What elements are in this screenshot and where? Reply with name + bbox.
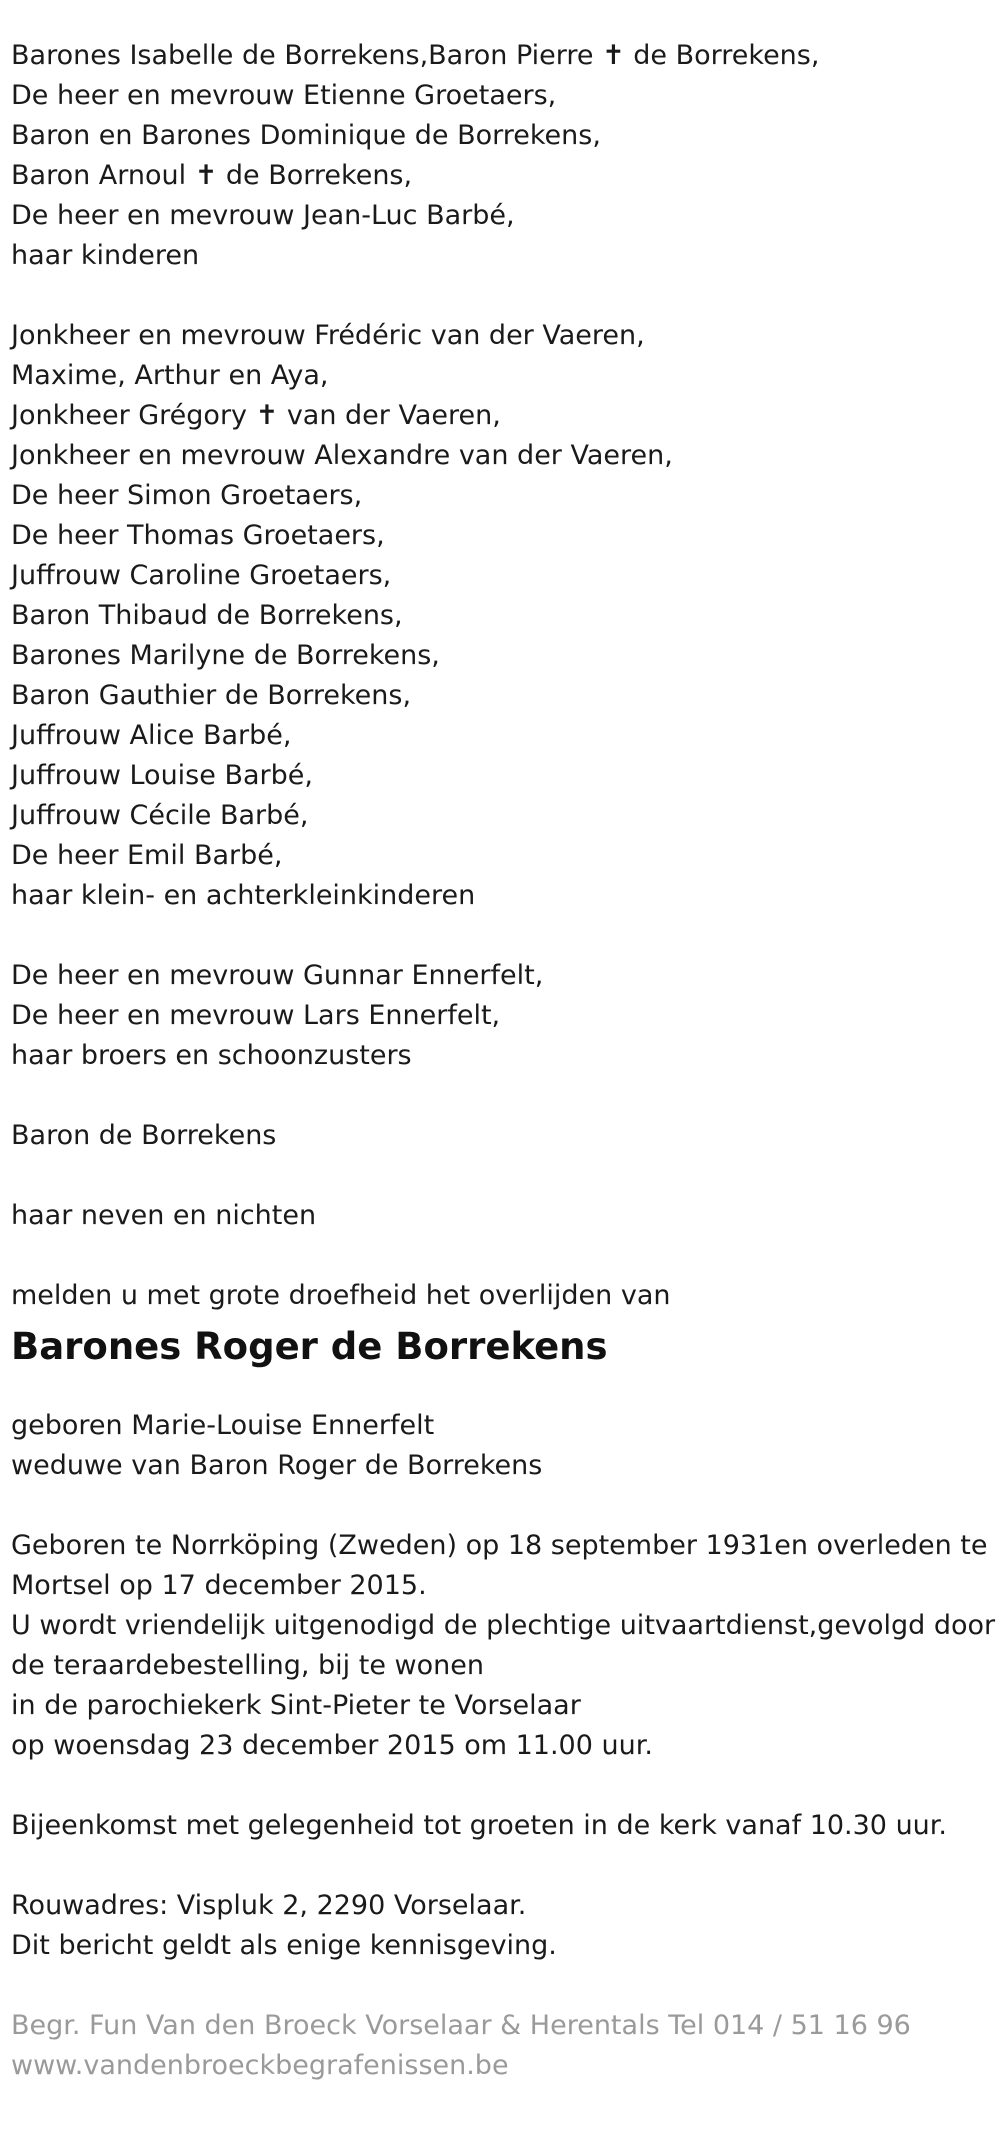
details-block <box>11 1526 1000 1766</box>
grandchildren-line: Barones Marilyne de Borrekens, <box>11 640 440 671</box>
grandchildren-line: Maxime, Arthur en Aya, <box>11 360 329 391</box>
gathering-block <box>11 1806 1000 1846</box>
other-family-line: Baron de Borrekens <box>11 1120 277 1151</box>
grandchildren-line: De heer Simon Groetaers, <box>11 480 363 511</box>
mourning-address: Rouwadres: Vispluk 2, 2290 Vorselaar. <box>11 1890 527 1921</box>
funeral-home-website: www.vandenbroeckbegrafenissen.be <box>11 2050 509 2081</box>
siblings-line: De heer en mevrouw Lars Ennerfelt, <box>11 1000 501 1031</box>
address-block <box>11 1886 1000 1966</box>
funeral-home-contact: Begr. Fun Van den Broeck Vorselaar & Herentals Tel 014 / 51 16 96 <box>11 2010 911 2041</box>
details-line: Geboren te Norrköping (Zweden) op 18 september 1931en overleden te <box>11 1530 988 1561</box>
grandchildren-line: Juffrouw Caroline Groetaers, <box>11 560 392 591</box>
grandchildren-line: De heer Emil Barbé, <box>11 840 283 871</box>
grandchildren-line: Juffrouw Cécile Barbé, <box>11 800 309 831</box>
children-line: Baron Arnoul ✝ de Borrekens, <box>11 160 413 191</box>
grandchildren-line: Juffrouw Alice Barbé, <box>11 720 292 751</box>
gathering-line: Bijeenkomst met gelegenheid tot groeten in de kerk vanaf 10.30 uur. <box>11 1810 947 1841</box>
grandchildren-relation: haar klein- en achterkleinkinderen <box>11 880 476 911</box>
cousins-block <box>11 1196 1000 1236</box>
grandchildren-block <box>11 316 1000 916</box>
deceased-name: Barones Roger de Borrekens <box>11 1325 608 1368</box>
siblings-block <box>11 956 1000 1076</box>
children-line: De heer en mevrouw Jean-Luc Barbé, <box>11 200 515 231</box>
grandchildren-line: Baron Gauthier de Borrekens, <box>11 680 412 711</box>
born-as: geboren Marie-Louise Ennerfelt <box>11 1410 435 1441</box>
siblings-line: De heer en mevrouw Gunnar Ennerfelt, <box>11 960 544 991</box>
children-line: Baron en Barones Dominique de Borrekens, <box>11 120 601 151</box>
children-line: De heer en mevrouw Etienne Groetaers, <box>11 80 557 111</box>
siblings-relation: haar broers en schoonzusters <box>11 1040 412 1071</box>
children-block <box>11 36 1000 276</box>
details-line: de teraardebestelling, bij te wonen <box>11 1650 484 1681</box>
grandchildren-line: Jonkheer Grégory ✝ van der Vaeren, <box>11 400 501 431</box>
children-relation: haar kinderen <box>11 240 200 271</box>
other-family-block <box>11 1116 1000 1156</box>
details-line: U wordt vriendelijk uitgenodigd de plechtige uitvaartdienst,gevolgd door <box>11 1610 996 1641</box>
grandchildren-line: Jonkheer en mevrouw Alexandre van der Vaeren, <box>11 440 673 471</box>
details-line: op woensdag 23 december 2015 om 11.00 uur. <box>11 1730 653 1761</box>
announcement-intro: melden u met grote droefheid het overlijden van <box>11 1280 671 1311</box>
details-line: in de parochiekerk Sint-Pieter te Vorselaar <box>11 1690 581 1721</box>
widow-of: weduwe van Baron Roger de Borrekens <box>11 1450 543 1481</box>
details-line: Mortsel op 17 december 2015. <box>11 1570 427 1601</box>
cousins-line: haar neven en nichten <box>11 1200 317 1231</box>
notice-disclaimer: Dit bericht geldt als enige kennisgeving. <box>11 1930 557 1961</box>
deceased-identity-block <box>11 1406 1000 1486</box>
announcement-intro-block <box>11 1276 1000 1316</box>
grandchildren-line: Juffrouw Louise Barbé, <box>11 760 313 791</box>
children-line: Barones Isabelle de Borrekens,Baron Pierre ✝ de Borrekens, <box>11 40 820 71</box>
grandchildren-line: De heer Thomas Groetaers, <box>11 520 385 551</box>
grandchildren-line: Baron Thibaud de Borrekens, <box>11 600 403 631</box>
grandchildren-line: Jonkheer en mevrouw Frédéric van der Vaeren, <box>11 320 645 351</box>
funeral-home-footer <box>11 2006 1000 2086</box>
